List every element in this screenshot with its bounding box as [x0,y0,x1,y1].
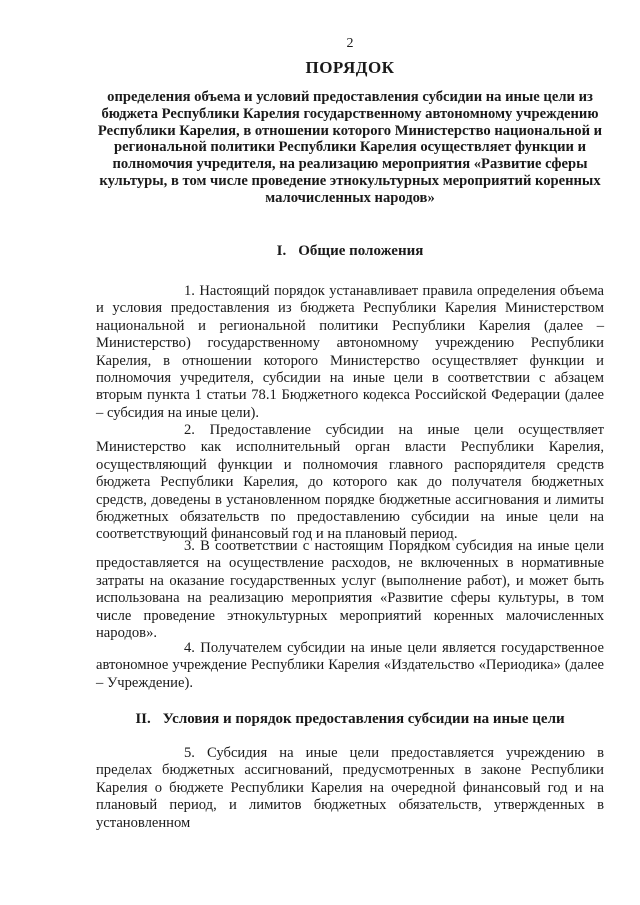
paragraph-1 [96,283,604,422]
section-number: I. [276,243,287,259]
paragraph-text: Настоящий порядок устанавливает правила определения объема и условия предоставления из бюджета Республики Карелия Министерством национальной и региональной политики Республики Карелия (далее – Министерство) государственному автономному учреждению Республики Карелия, в отношении которого Министерство осуществляет функции и полномочия учредителя, субсидии на иные цели в соответствии с абзацем вторым пункта 1 статьи 78.1 Бюджетного кодекса Российской Федерации (далее – субсидия на иные цели). [96,283,604,421]
paragraph-5 [96,745,604,832]
paragraph-number: 2. [184,422,195,438]
paragraph-text: Субсидия на иные цели предоставляется учреждению в пределах бюджетных ассигнований, предусмотренных в законе Республики Карелия о бюджете Республики Карелия на очередной финансовый год и на плановый период, и лимитов бюджетных обязательств, утвержденных в установленном [96,745,604,831]
paragraph-number: 1. [184,283,195,299]
section-title: Условия и порядок предоставления субсидии на иные цели [162,711,565,727]
paragraph-text: В соответствии с настоящим Порядком субсидия на иные цели предоставляется на осуществление расходов, не включенных в нормативные затраты на оказание государственных услуг (выполнение работ), и может быть использована на реализацию мероприятия «Развитие сферы культуры, в том числе проведение этнокультурных мероприятий коренных малочисленных народов». [96,538,604,642]
section-heading-1 [0,243,640,260]
page-number: 2 [346,36,354,51]
paragraph-text: Предоставление субсидии на иные цели осуществляет Министерство как исполнительный орган власти Республики Карелия, осуществляющий функции и полномочия главного распорядителя средств бюджета Республики Карелия, до которого как до получателя бюджетных средств, доведены в установленном порядке бюджетные ассигнования и лимиты бюджетных обязательств по предоставлению субсидии на иные цели на соответствующий финансовый год и на плановый период. [96,422,604,543]
paragraph-2 [96,422,604,544]
paragraph-number: 4. [184,640,195,656]
section-number: II. [135,711,151,727]
section-title: Общие положения [298,243,424,259]
document-subtitle: определения объема и условий предоставления субсидии на иные цели из бюджета Республики Карелия государственному автономному учреждению Республики Карелия, в отношении которого Министерство национальной и региональной политики Республики Карелия осуществляет функции и полномочия учредителя, на реализацию мероприятия «Развитие сферы культуры, в том числе проведение этнокультурных мероприятий коренных малочисленных народов» [97,89,603,206]
paragraph-3 [96,538,604,642]
paragraph-text: Получателем субсидии на иные цели является государственное автономное учреждение Республики Карелия «Издательство «Периодика» (далее – Учреждение). [96,640,604,691]
paragraph-number: 3. [184,538,195,554]
paragraph-number: 5. [184,745,195,761]
document-title: ПОРЯДОК [305,58,395,77]
section-heading-2 [0,711,640,728]
paragraph-4 [96,640,604,692]
